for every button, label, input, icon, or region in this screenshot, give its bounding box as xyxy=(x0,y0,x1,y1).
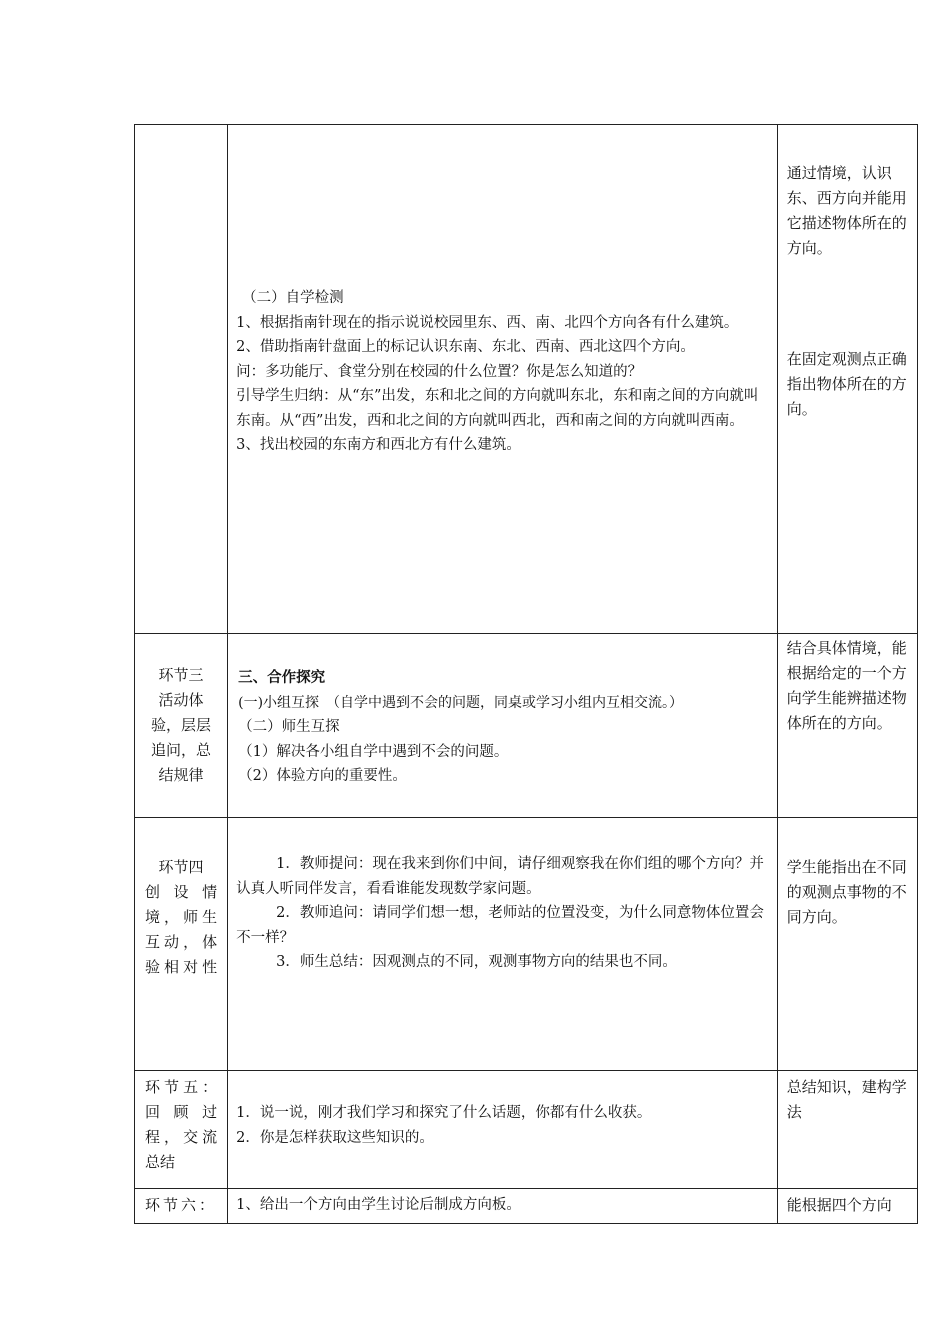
content-cell xyxy=(228,634,778,818)
content-line: 引导学生归纳：从“东”出发，东和北之间的方向就叫东北，东和南之间的方向就叫东南。从“西”出发，西和北之间的方向就叫西北，西和南之间的方向就叫西南。 xyxy=(236,388,759,429)
stage-label-line: 互动，体 xyxy=(145,933,218,951)
content-line: 2．你是怎样获取这些知识的。 xyxy=(236,1129,434,1146)
stage-cell xyxy=(135,125,228,634)
table-row xyxy=(135,1071,918,1189)
content-line: 2、借助指南针盘面上的标记认识东南、东北、西南、西北这四个方向。 xyxy=(236,339,695,355)
goal-cell xyxy=(777,1189,917,1224)
goal-text: 能根据四个方向 xyxy=(786,1196,892,1214)
table-row xyxy=(135,1189,918,1224)
content-line: 3．师生总结：因观测点的不同，观测事物方向的结果也不同。 xyxy=(276,954,677,970)
table-row xyxy=(135,818,918,1071)
stage-label-line: 环节四 xyxy=(158,858,204,876)
content-line: （2）体验方向的重要性。 xyxy=(238,768,407,784)
goal-text: 学生能指出在不同的观测点事物的不同方向。 xyxy=(786,858,907,926)
table-row xyxy=(135,125,918,634)
content-line: 2．教师追问：请同学们想一想，老师站的位置没变，为什么同意物体位置会不一样？ xyxy=(236,905,764,946)
content-line: 问：多功能厅、食堂分别在校园的什么位置？你是怎么知道的？ xyxy=(236,363,643,380)
stage-cell xyxy=(135,1071,228,1189)
content-line: 1．说一说，刚才我们学习和探究了什么话题，你都有什么收获。 xyxy=(236,1105,652,1121)
stage-label-line: 追问，总 xyxy=(151,741,212,759)
stage-label-line: 总结 xyxy=(145,1153,176,1171)
goal-text: 通过情境，认识东、西方向并能用它描述物体所在的方向。 xyxy=(786,164,907,257)
goal-text: 总结知识，建构学法 xyxy=(786,1078,907,1121)
goal-cell xyxy=(777,818,917,1071)
stage-cell xyxy=(135,634,228,818)
content-line: (一)小组互探 （自学中遇到不会的问题，同桌或学习小组内互相交流。） xyxy=(238,694,684,711)
content-cell xyxy=(228,1189,778,1224)
stage-cell xyxy=(135,1189,228,1224)
content-cell xyxy=(228,1071,778,1189)
stage-cell xyxy=(135,818,228,1071)
content-line: 3、找出校园的东南方和西北方有什么建筑。 xyxy=(236,437,521,453)
stage-label-line: 环节五： xyxy=(145,1078,218,1096)
stage-label-line: 创设情 xyxy=(145,883,218,901)
goal-text: 结合具体情境，能根据给定的一个方向学生能辨描述物体所在的方向。 xyxy=(786,639,907,732)
content-cell xyxy=(228,818,778,1071)
section-heading: 三、合作探究 xyxy=(238,669,326,686)
stage-label-line: 环节六： xyxy=(145,1196,218,1214)
stage-label-line: 程，交流 xyxy=(145,1128,218,1146)
goal-cell xyxy=(777,634,917,818)
stage-label-line: 验相对性 xyxy=(145,958,218,976)
stage-label-line: 验，层层 xyxy=(151,716,212,734)
content-line: 1、根据指南针现在的指示说说校园里东、西、南、北四个方向各有什么建筑。 xyxy=(236,314,739,331)
table-row xyxy=(135,634,918,818)
stage-label-line: 境，师生 xyxy=(145,908,218,926)
lesson-plan-table xyxy=(134,124,918,1224)
section-subheading: （二）自学检测 xyxy=(242,290,344,306)
stage-label-line: 环节三 xyxy=(158,666,204,684)
goal-cell xyxy=(777,1071,917,1189)
stage-label-line: 结规律 xyxy=(158,766,204,784)
goal-cell xyxy=(777,125,917,634)
stage-label-line: 回顾过 xyxy=(145,1103,218,1121)
content-line: 1、给出一个方向由学生讨论后制成方向板。 xyxy=(236,1197,521,1213)
content-cell xyxy=(228,125,778,634)
content-line: （二）师生互探 xyxy=(238,719,340,735)
stage-label-line: 活动体 xyxy=(158,691,204,709)
content-line: （1）解决各小组自学中遇到不会的问题。 xyxy=(238,743,509,760)
content-line: 1．教师提问：现在我来到你们中间，请仔细观察我在你们组的哪个方向？并认真人听同伴发言，看看谁能发现数学家问题。 xyxy=(236,856,764,897)
goal-text: 在固定观测点正确指出物体所在的方向。 xyxy=(786,350,907,418)
